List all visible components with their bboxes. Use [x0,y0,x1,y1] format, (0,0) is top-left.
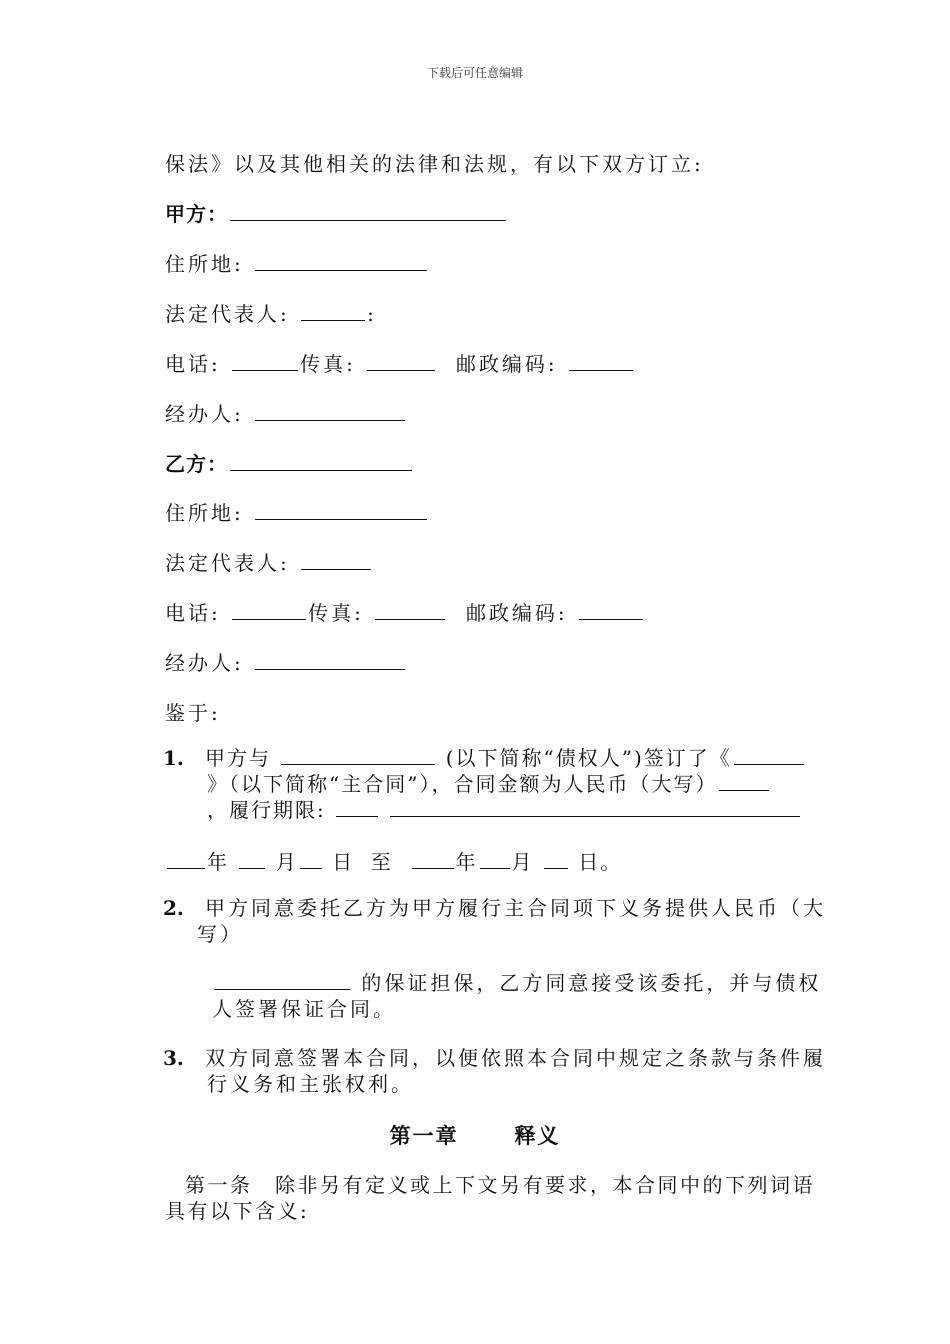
start-month-label: 月 [275,850,298,874]
party-a-fax-blank [367,352,435,371]
clause-1-line-1 [205,745,806,771]
party-b-handler-blank [255,651,405,670]
party-b-rep-line [165,547,373,576]
clause-1-dates [165,846,622,875]
start-year-blank [167,850,205,869]
guarantee-amount-blank [214,971,350,990]
start-year-label: 年 [207,850,229,874]
party-b-address-line [165,497,429,526]
clause-1-blank-3 [719,772,769,791]
clause-1-text-d: ，履行期限: [207,798,326,822]
clause-2-number: 2. [163,896,184,920]
chapter-title: 释义 [514,1123,561,1148]
start-day-blank [300,850,322,869]
party-b-tel-blank [232,601,306,620]
party-a-rep-label: 法定代表人: [165,302,290,326]
page-header: 下载后可任意编辑 [426,66,523,80]
party-a-zip-label: 邮政编码: [455,352,558,376]
party-a-tel-blank [232,352,298,371]
party-a-rep-line [165,298,377,327]
clause-3-number: 3. [163,1046,184,1070]
start-day-label: 日 [332,850,355,874]
party-b-address-blank [255,501,427,520]
end-month-label: 月 [511,850,534,874]
party-a-address-blank [255,252,427,271]
party-a-address-line [165,248,429,277]
party-a-blank [230,202,506,221]
article-1-line-1: 第一条 除非另有定义或上下文另有要求，本合同中的下列词语 [185,1173,815,1197]
party-a-zip-blank [569,352,633,371]
clause-3-line-1: 双方同意签署本合同，以便依照本合同中规定之条款与条件履 [205,1046,826,1070]
date-to-label: 至 [370,850,393,874]
party-b-address-label: 住所地: [165,501,244,525]
party-b-label: 乙方： [165,452,228,476]
party-a-tel-label: 电话: [165,352,221,376]
party-b-zip-blank [579,601,643,620]
clause-2-text-c: 的保证担保，乙方同意接受该委托，并与债权 [361,971,822,995]
end-day-label: 日。 [578,850,623,874]
clause-3-line-2: 行义务和主张权利。 [207,1072,414,1096]
clause-1-blank-4 [336,798,378,817]
party-b-rep-blank [301,551,371,570]
clause-1-number: 1. [163,746,184,770]
whereas-heading: 鉴于: [165,701,221,725]
party-a-rep-tail: : [367,302,377,326]
party-a-rep-blank [301,302,365,321]
clause-1-text-a: 甲方与 [205,746,271,770]
party-a-handler-blank [255,402,405,421]
clause-2-line-1: 甲方同意委托乙方为甲方履行主合同项下义务提供人民币（大 [205,896,826,920]
intro-text: 保法》以及其他相关的法律和法规，有以下双方订立: [165,152,704,176]
party-a-fax-label: 传真: [300,352,356,376]
end-day-blank [544,850,568,869]
end-year-label: 年 [455,850,478,874]
party-b-fax-blank [375,601,445,620]
party-b-fax-label: 传真: [308,601,364,625]
party-b-handler-line [165,647,407,676]
end-year-blank [412,850,454,869]
clause-1-line-2 [207,771,771,797]
clause-1-blank-2 [734,746,804,765]
party-a-line [165,198,508,227]
party-a-contact-line [165,348,635,377]
chapter-heading [0,1120,950,1150]
party-b-zip-label: 邮政编码: [465,601,568,625]
article-1-line-2: 具有以下含义: [165,1199,310,1223]
clause-2-line-2: 写） [197,922,243,946]
end-month-blank [480,850,510,869]
party-b-tel-label: 电话: [165,601,221,625]
party-a-address-label: 住所地: [165,252,244,276]
clause-1-line-3 [207,797,802,823]
party-a-handler-label: 经办人: [165,402,244,426]
party-a-handler-line [165,398,407,427]
party-b-blank [230,452,412,471]
party-b-handler-label: 经办人: [165,651,244,675]
start-month-blank [239,850,265,869]
party-b-line [165,448,414,477]
clause-1-blank-1 [281,746,435,765]
party-b-rep-label: 法定代表人: [165,551,290,575]
clause-1-text-c: 》（以下简称“主合同”），合同金额为人民币（大写） [207,772,718,796]
chapter-number: 第一章 [389,1123,459,1148]
party-b-contact-line [165,597,645,626]
clause-2-line-4: 人签署保证合同。 [212,997,396,1021]
clause-2-line-3 [212,970,821,996]
clause-1-blank-5 [390,798,800,817]
party-a-label: 甲方： [165,202,228,226]
clause-1-text-b: (以下简称“债权人”)签订了《 [445,746,732,770]
